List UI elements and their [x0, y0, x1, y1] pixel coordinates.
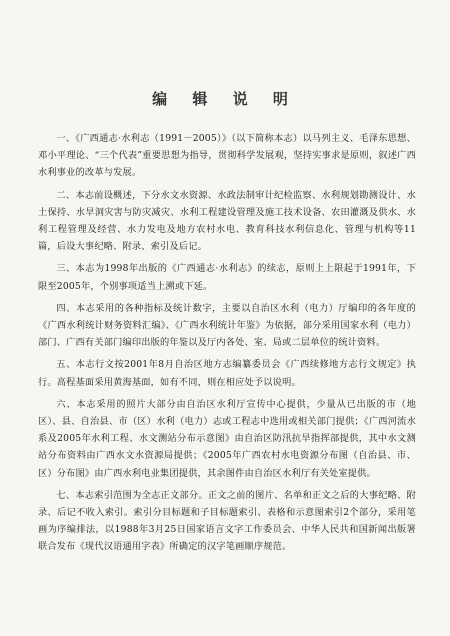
paragraph-1: 一、《广西通志·水利志（1991－2005）》（以下简称本志）以马列主义、毛泽东思想、邓小平理论、“三个代表”重要思想为指导，贯彻科学发展观，坚持实事求是原则，叙述广西水利事业的改革与发展。 [38, 133, 416, 179]
paragraph-5: 五、本志行文按2001年8月自治区地方志编纂委员会《广西续修地方志行文规定》执行。高程基面采用黄海基面，如有不同，则在相应处予以说明。 [38, 359, 416, 388]
paragraph-6: 六、本志采用的照片大部分由自治区水利厅宣传中心提供，少量从已出版的市（地区）、县、自治县、市（区）水利（电力）志或工程志中选用或相关部门提供；《广西河流水系及2005年水利工程、水文测站分布示意图》由自治区防汛抗旱指挥部提供，其中水文测站分布资料由广西水文水资源局提供；《2005年广西农村水电资源分布图（自治县、市、区）分布图》由广西水利电业集团提供，其余图件由自治区水利厅有关处室提供。 [38, 398, 416, 479]
paragraph-2: 二、本志前设概述，下分水文水资源、水政法制审计纪检监察、水利规划勘测设计、水土保持、水旱洞灾害与防灾减灾、水利工程建设管理及施工技术设备、农田灌溉及供水、水利工程管理及经营、水力发电及地方农村水电、教育科技水利信息化、管理与机构等11篇，后设大事纪略、附录、索引及后记。 [38, 189, 416, 253]
page-title: 编 辑 说 明 [152, 90, 298, 108]
paragraph-3: 三、本志为1998年出版的《广西通志·水利志》的续志，原则上上限起于1991年，下限至2005年，个别事项适当上溯或下延。 [38, 263, 416, 292]
paragraph-4: 四、本志采用的各种指标及统计数字，主要以自治区水利（电力）厅编印的各年度的《广西水利统计财务资料汇编》、《广西水利统计年鉴》为依据，部分采用国家水利（电力）部门、广西有关部门编印出版的年鉴以及厅内各处、室、局或二层单位的统计资料。 [38, 302, 416, 349]
paragraph-7: 七、本志索引范围为全志正文部分。正文之前的图片、名单和正文之后的大事纪略、附录、后记不收入索引。索引分目标题和子目标题索引、表格和示意图索引2个部分，采用笔画为序编排法，以1988年3月25日国家语言文字工作委员会、中华人民共和国新闻出版署联合发布《现代汉语通用字表》所确定的汉字笔画顺序规范。 [38, 489, 416, 553]
document-body [38, 130, 416, 561]
